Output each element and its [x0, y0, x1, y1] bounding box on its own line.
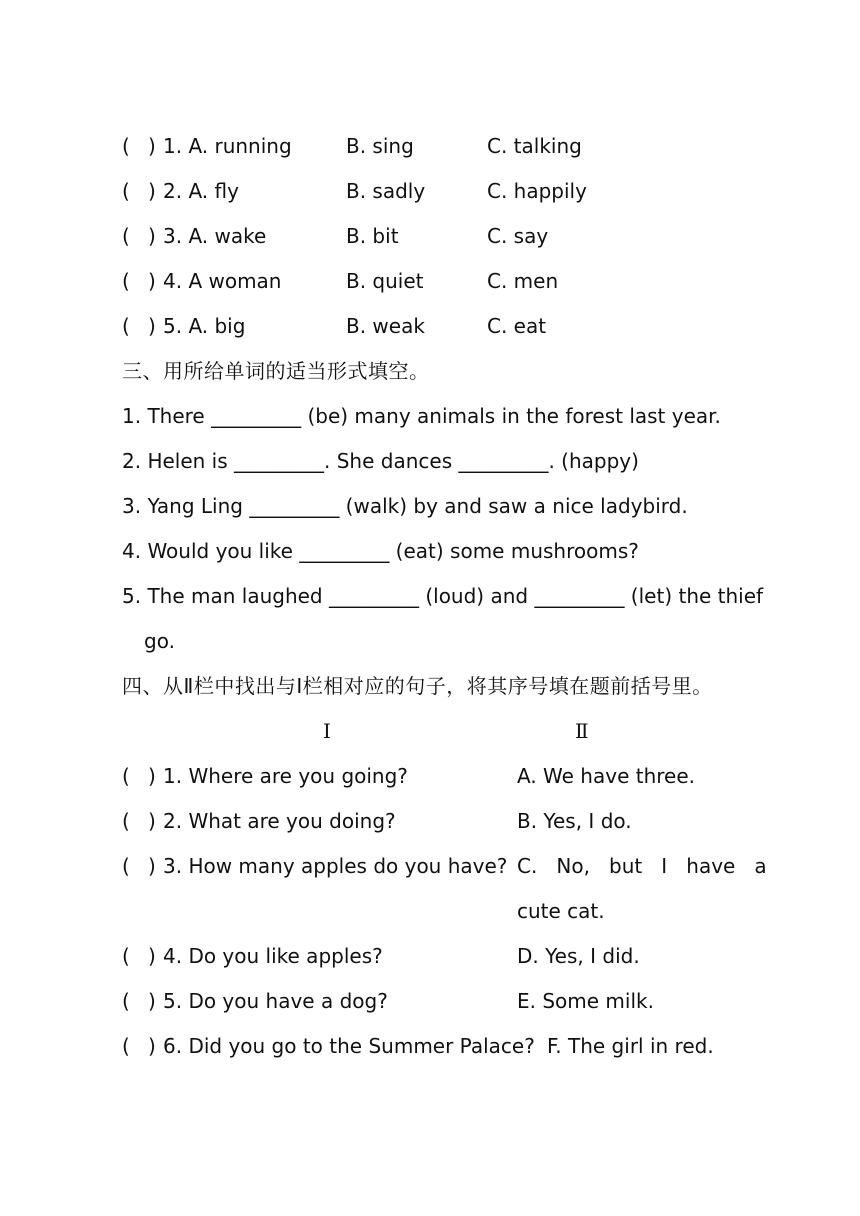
fill-blank-item: 4. Would you like _________ (eat) some mushrooms? [122, 539, 639, 563]
answer-paren-open: ( [122, 854, 130, 878]
question-text: 3. How many apples do you have? [163, 854, 508, 878]
option-c: C. eat [487, 314, 547, 338]
answer-paren-close: ) [148, 764, 156, 788]
column-header-ii: Ⅱ [575, 719, 589, 743]
option-a: 5. A. big [163, 314, 246, 338]
option-c: C. men [487, 269, 559, 293]
answer-paren-close: ) [148, 134, 156, 158]
answer-paren-open: ( [122, 764, 130, 788]
answer-text: F. The girl in red. [547, 1034, 714, 1058]
answer-paren-close: ) [148, 989, 156, 1013]
column-header-i: I [323, 719, 331, 743]
answer-paren-open: ( [122, 269, 130, 293]
option-b: B. weak [346, 314, 425, 338]
option-b: B. bit [346, 224, 399, 248]
option-c: C. talking [487, 134, 582, 158]
answer-text: D. Yes, I did. [517, 944, 640, 968]
fill-blank-item: 1. There _________ (be) many animals in the forest last year. [122, 404, 721, 428]
answer-paren-close: ) [148, 1034, 156, 1058]
answer-paren-open: ( [122, 809, 130, 833]
answer-text-continued: cute cat. [517, 899, 605, 923]
option-a: 4. A woman [163, 269, 282, 293]
answer-paren-open: ( [122, 944, 130, 968]
question-text: 5. Do you have a dog? [163, 989, 388, 1013]
answer-text: C. No, but I have a [517, 854, 767, 878]
answer-paren-close: ) [148, 854, 156, 878]
answer-text: E. Some milk. [517, 989, 654, 1013]
option-b: B. sing [346, 134, 414, 158]
answer-paren-close: ) [148, 809, 156, 833]
answer-text: A. We have three. [517, 764, 696, 788]
question-text: 4. Do you like apples? [163, 944, 383, 968]
fill-blank-item: 5. The man laughed _________ (loud) and _________ (let) the thief [122, 584, 764, 608]
question-text: 1. Where are you going? [163, 764, 408, 788]
answer-paren-open: ( [122, 224, 130, 248]
answer-paren-close: ) [148, 314, 156, 338]
answer-paren-close: ) [148, 224, 156, 248]
question-text: 2. What are you doing? [163, 809, 396, 833]
fill-blank-item-continued: go. [144, 629, 175, 653]
answer-paren-open: ( [122, 179, 130, 203]
option-b: B. sadly [346, 179, 426, 203]
option-a: 1. A. running [163, 134, 292, 158]
answer-paren-close: ) [148, 179, 156, 203]
answer-paren-open: ( [122, 1034, 130, 1058]
answer-paren-close: ) [148, 269, 156, 293]
question-text: 6. Did you go to the Summer Palace? [163, 1034, 535, 1058]
answer-text: B. Yes, I do. [517, 809, 632, 833]
option-b: B. quiet [346, 269, 424, 293]
section4-heading: 四、从Ⅱ栏中找出与Ⅰ栏相对应的句子，将其序号填在题前括号里。 [122, 674, 713, 698]
answer-paren-open: ( [122, 314, 130, 338]
option-a: 2. A. fly [163, 179, 239, 203]
option-a: 3. A. wake [163, 224, 267, 248]
answer-paren-open: ( [122, 134, 130, 158]
answer-paren-open: ( [122, 989, 130, 1013]
fill-blank-item: 2. Helen is _________. She dances _________. (happy) [122, 449, 639, 473]
section3-heading: 三、用所给单词的适当形式填空。 [122, 359, 430, 383]
option-c: C. happily [487, 179, 587, 203]
option-c: C. say [487, 224, 549, 248]
answer-paren-close: ) [148, 944, 156, 968]
fill-blank-item: 3. Yang Ling _________ (walk) by and saw a nice ladybird. [122, 494, 688, 518]
